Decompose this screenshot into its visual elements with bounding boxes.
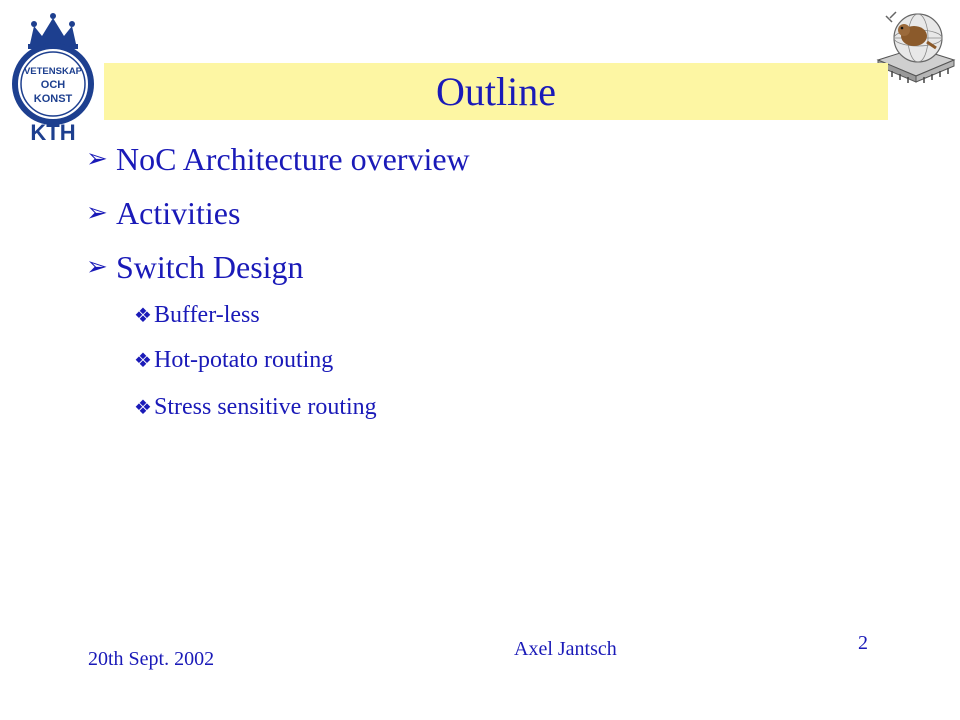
arrow-bullet-icon: ➢ <box>86 198 108 227</box>
diamond-bullet-icon: ❖ <box>134 349 152 372</box>
sub-bullet-text: Buffer-less <box>154 301 260 328</box>
arrow-bullet-icon: ➢ <box>86 252 108 281</box>
diamond-bullet-icon: ❖ <box>134 304 152 327</box>
kth-logo <box>0 8 106 148</box>
arrow-bullet-icon: ➢ <box>86 144 108 173</box>
slide-title: Outline <box>436 69 556 114</box>
sub-bullet-text: Stress sensitive routing <box>154 393 377 420</box>
page-number: 2 <box>858 632 868 654</box>
sub-bullet-item <box>134 345 333 375</box>
footer-author: Axel Jantsch <box>514 638 617 660</box>
diamond-bullet-icon: ❖ <box>134 396 152 419</box>
bullet-item <box>86 247 304 287</box>
kth-logo-text-3: KONST <box>33 93 73 105</box>
bullet-text: Switch Design <box>116 248 304 285</box>
kth-logo-text-2: OCH <box>40 79 66 91</box>
bullet-text: NoC Architecture overview <box>116 140 470 177</box>
bullet-item <box>86 139 470 179</box>
kth-logo-text-4: KTH <box>30 120 76 145</box>
sub-bullet-item <box>134 300 260 330</box>
bullet-text: Activities <box>116 194 241 231</box>
bullet-item <box>86 193 240 233</box>
sub-bullet-item <box>134 392 377 422</box>
footer-date: 20th Sept. 2002 <box>88 648 215 670</box>
sub-bullet-text: Hot-potato routing <box>154 346 334 373</box>
kth-logo-text-1: VETENSKAP <box>23 66 83 77</box>
